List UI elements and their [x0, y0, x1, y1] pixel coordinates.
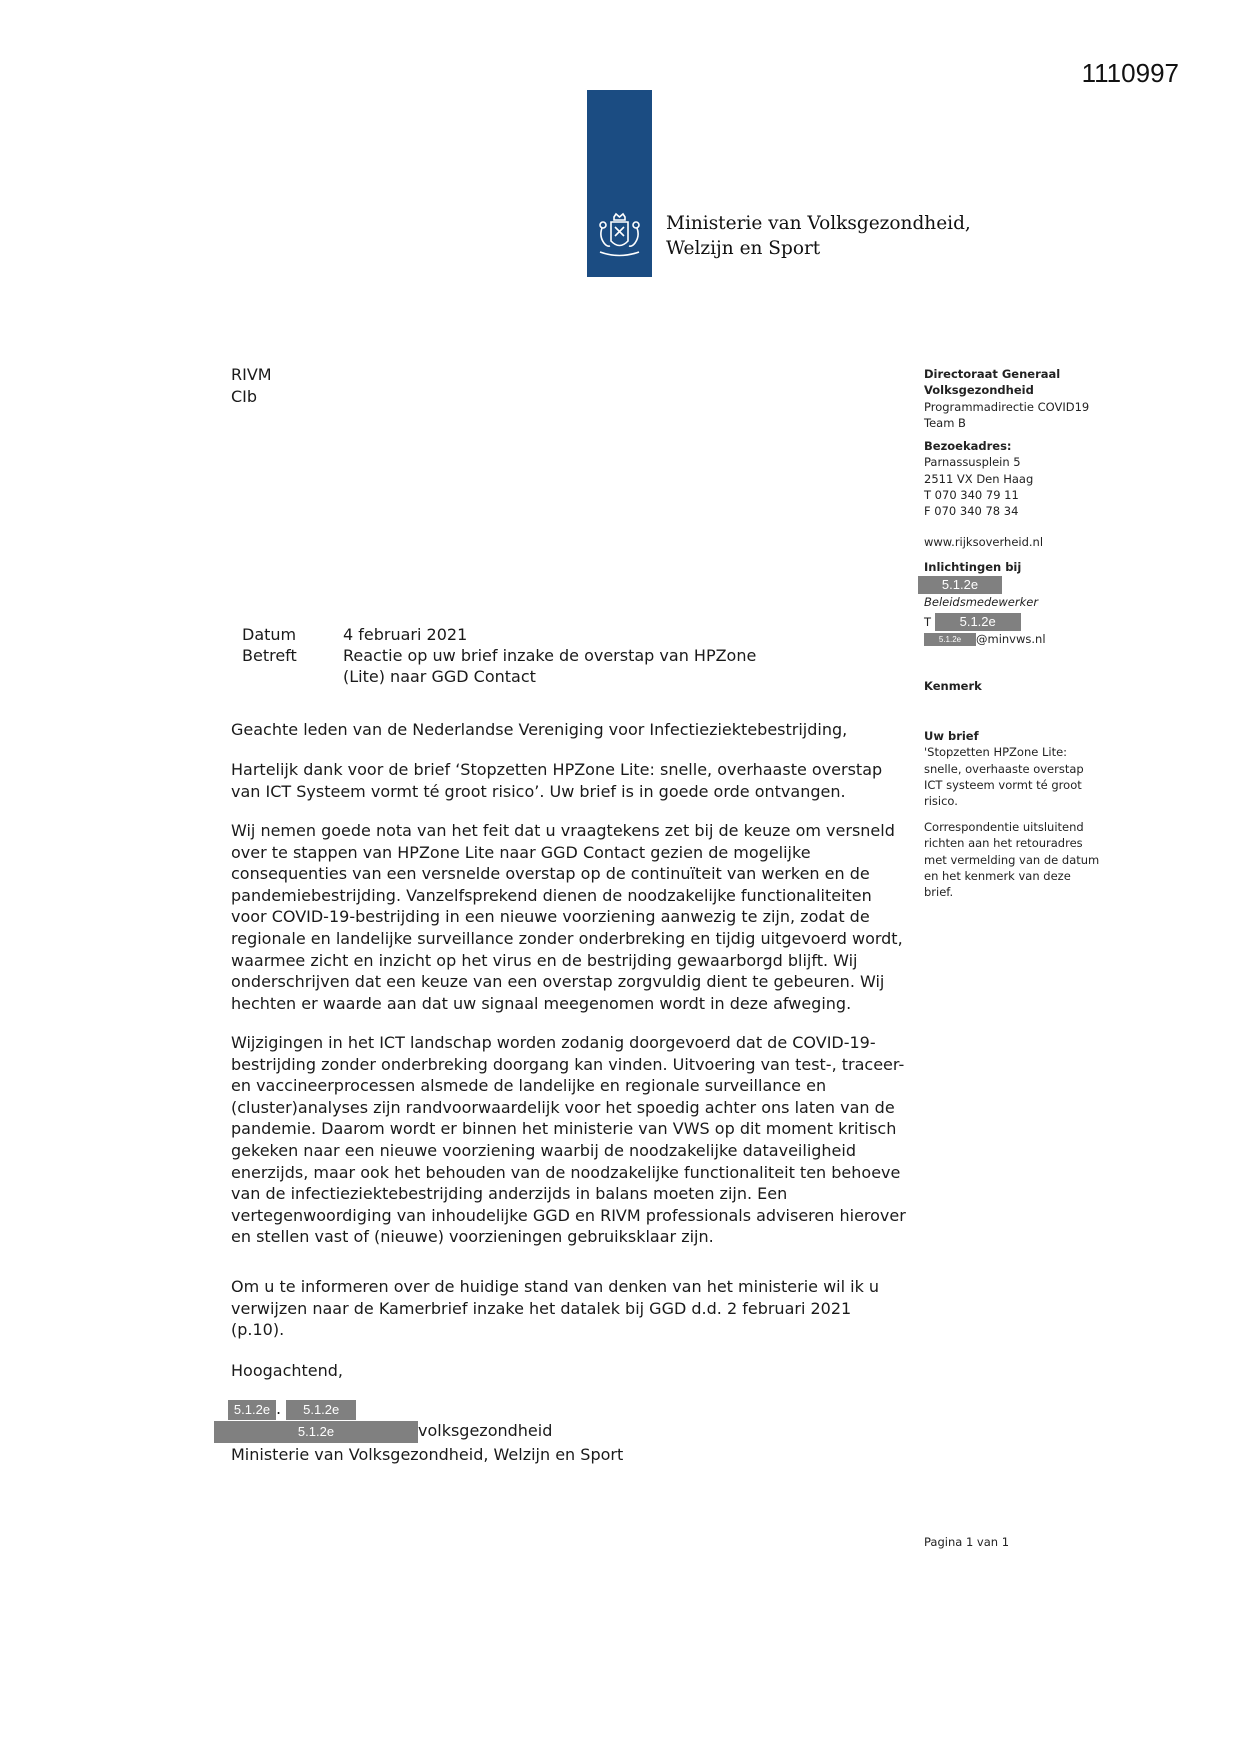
- redaction-block: 5.1.2e: [924, 633, 976, 646]
- team-name: Team B: [924, 415, 966, 430]
- royal-crest-icon: [594, 210, 645, 260]
- redaction-block: 5.1.2e: [286, 1400, 356, 1420]
- signature-line2: [214, 1420, 552, 1443]
- sidebar-department: [924, 366, 1124, 431]
- sidebar-contact: [924, 559, 1124, 647]
- correspondence-line4: en het kenmerk van deze: [924, 868, 1071, 883]
- email-suffix: @minvws.nl: [976, 631, 1046, 646]
- government-logo-bar: [587, 90, 652, 277]
- paragraph-4: Om u te informeren over de huidige stand van denken van het ministerie wil ik u verwijzen naar de Kamerbrief inzake het datalek bij GGD d.d. 2 februari 2021 (p.10).: [231, 1277, 880, 1340]
- recipient-address: [231, 364, 272, 408]
- uw-brief-line3: ICT systeem vormt té groot: [924, 777, 1082, 792]
- date-value: 4 februari 2021: [343, 625, 468, 644]
- recipient-line1: RIVM: [231, 365, 272, 384]
- ministry-name-line1: Ministerie van Volksgezondheid,: [666, 213, 971, 234]
- uw-brief-label: Uw brief: [924, 729, 979, 743]
- info-label: Inlichtingen bij: [924, 560, 1022, 574]
- signature-title-suffix: volksgezondheid: [418, 1421, 553, 1440]
- ministry-name-line2: Welzijn en Sport: [666, 238, 821, 259]
- phone-prefix: T: [924, 614, 932, 629]
- sidebar-uw-brief: [924, 728, 1124, 809]
- date-label: Datum: [242, 625, 297, 644]
- correspondence-line1: Correspondentie uitsluitend: [924, 820, 1084, 834]
- department-line2: Volksgezondheid: [924, 383, 1034, 398]
- paragraph-3: Wijzigingen in het ICT landschap worden zodanig doorgevoerd dat de COVID-19-bestrijding zonder onderbreking doorgang kan vinden. Uitvoering van test-, traceer- en vaccineerprocessen alsmede de landelijke en regionale surveillance en (cluster)analyses zijn randvoorwaardelijk voor het spoedig achter ons laten van de pandemie. Daarom wordt er binnen het ministerie van VWS op dit moment kritisch gekeken naar een nieuwe voorziening waarbij de noodzakelijke dataveiligheid enerzijds, maar ook het behouden van de noodzakelijke functionaliteit ten behoeve van de infectieziektebestrijding anderzijds in balans moeten zijn. Een vertegenwoordiging van inhoudelijke GGD en RIVM professionals adviseren hierover en stellen vast of (nieuwe) voorzieningen gebruiksklaar zijn.: [231, 1033, 906, 1247]
- uw-brief-line4: risico.: [924, 794, 958, 809]
- sidebar-visit-address: [924, 438, 1124, 519]
- program-directorate: Programmadirectie COVID19: [924, 399, 1090, 414]
- signature-ministry: Ministerie van Volksgezondheid, Welzijn en Sport: [231, 1445, 624, 1464]
- paragraph-1: Hartelijk dank voor de brief ‘Stopzetten HPZone Lite: snelle, overhaaste overstap van ICT Systeem vormt té groot risico’. Uw brief is in goede orde ontvangen.: [231, 760, 883, 801]
- website-link[interactable]: www.rijksoverheid.nl: [924, 535, 1044, 549]
- correspondence-line2: richten aan het retouradres: [924, 836, 1083, 851]
- redaction-block: 5.1.2e: [918, 576, 1002, 594]
- paragraph-2: Wij nemen goede nota van het feit dat u vraagtekens zet bij de keuze om versneld over te stappen van HPZone Lite naar GGD Contact gezien de mogelijke consequenties van een versnelde overstap op de continuïteit van werken en de pandemiebestrijding. Vanzelfsprekend dienen de noodzakelijke functionaliteiten voor COVID-19-bestrijding in een nieuwe voorziening aanwezig te zijn, zodat de regionale en landelijke surveillance zonder onderbreking en tijdig uitgevoerd wordt, waarmee zicht en inzicht op het virus en de bestrijding gewaarborgd blijft. Wij onderschrijven dat een keuze van een overstap zorgvuldig dient te gebeuren. Wij hechten er waarde aan dat uw signaal meegenomen wordt in deze afweging.: [231, 821, 903, 1013]
- page-number: Pagina 1 van 1: [924, 1535, 1010, 1549]
- uw-brief-line2: snelle, overhaaste overstap: [924, 761, 1084, 776]
- correspondence-line3: met vermelding van de datum: [924, 852, 1100, 867]
- sidebar-correspondence-note: [924, 819, 1124, 900]
- document-id: 1110997: [1081, 58, 1179, 88]
- uw-brief-line1: 'Stopzetten HPZone Lite:: [924, 745, 1068, 760]
- contact-role: Beleidsmedewerker: [924, 595, 1039, 610]
- kenmerk-label: Kenmerk: [924, 679, 982, 693]
- correspondence-line5: brief.: [924, 885, 954, 900]
- subject-line2: (Lite) naar GGD Contact: [343, 667, 536, 686]
- subject-label: Betreft: [242, 646, 297, 665]
- salutation: Geachte leden van de Nederlandse Vereniging voor Infectieziektebestrijding,: [231, 720, 848, 739]
- fax-number: F 070 340 78 34: [924, 504, 1019, 519]
- phone-number: T 070 340 79 11: [924, 487, 1019, 502]
- closing: Hoogachtend,: [231, 1361, 344, 1380]
- redaction-block: 5.1.2e: [228, 1400, 276, 1420]
- address-line1: Parnassusplein 5: [924, 455, 1021, 470]
- redaction-block: 5.1.2e: [935, 613, 1021, 631]
- department-line1: Directoraat Generaal: [924, 367, 1061, 381]
- visit-address-label: Bezoekadres:: [924, 439, 1012, 453]
- redaction-block: 5.1.2e: [214, 1421, 418, 1443]
- ministry-name: [666, 211, 971, 261]
- subject-line1: Reactie op uw brief inzake de overstap van HPZone: [343, 646, 757, 665]
- signature-line1: [228, 1398, 356, 1420]
- address-line2: 2511 VX Den Haag: [924, 471, 1034, 486]
- recipient-line2: CIb: [231, 387, 258, 406]
- signature-dot: .: [276, 1399, 282, 1418]
